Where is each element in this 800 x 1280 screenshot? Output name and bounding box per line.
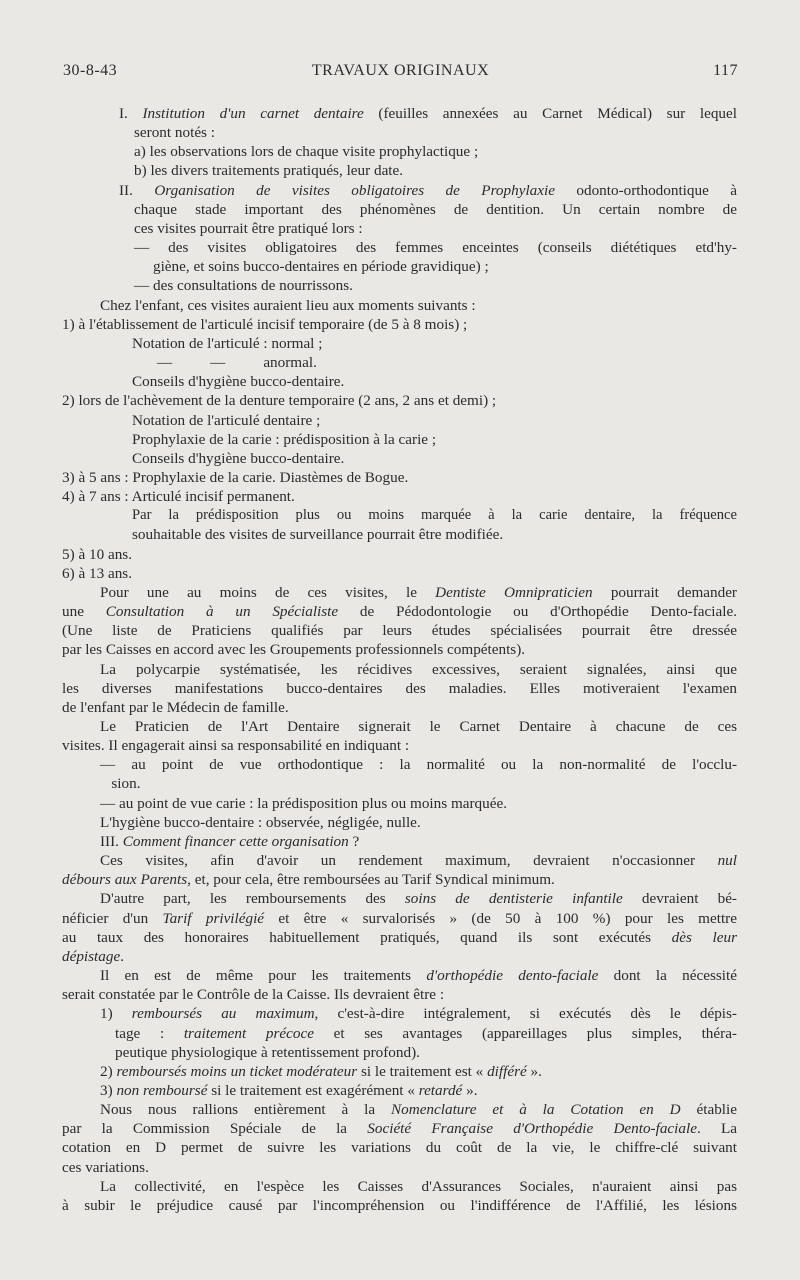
italic-text: débours aux Parents bbox=[62, 871, 188, 889]
text-line bbox=[62, 545, 737, 564]
text-line bbox=[62, 1081, 737, 1100]
header-title: TRAVAUX ORIGINAUX bbox=[311, 62, 490, 79]
text-run: sion. bbox=[100, 775, 141, 793]
text-run: tage : bbox=[115, 1024, 184, 1042]
text-run: cotation en D permet de suivre les variations du coût de la vie, le chiffre-clé suivant bbox=[62, 1139, 737, 1157]
text-run: giène, et soins bucco-dentaires en période gravidique) ; bbox=[134, 258, 489, 276]
text-run: (feuilles annexées au Carnet Médical) sur lequel bbox=[363, 105, 737, 122]
text-run: Notation de l'articulé dentaire ; bbox=[132, 411, 321, 429]
text-run: (Une liste de Praticiens qualifiés par leurs études spécialisées pourrait être dressée bbox=[62, 622, 737, 640]
text-run: 4) à 7 ans : Articulé incisif permanent. bbox=[62, 488, 295, 506]
text-line bbox=[62, 1158, 737, 1177]
text-run: b) les divers traitements pratiqués, leur date. bbox=[134, 162, 404, 180]
text-run: La polycarpie systématisée, les récidives excessives, seraient signalées, ainsi que bbox=[100, 660, 737, 678]
text-run: La collectivité, en l'espèce les Caisses d'Assurances Sociales, n'auraient ainsi pas bbox=[100, 1177, 737, 1195]
text-run: — au point de vue carie : la prédisposition plus ou moins marquée. bbox=[100, 794, 508, 812]
text-run: 5) à 10 ans. bbox=[62, 545, 133, 563]
text-run: serait constatée par le Contrôle de la Caisse. Ils devraient être : bbox=[62, 986, 445, 1004]
text-run: de l'enfant par le Médecin de famille. bbox=[62, 698, 289, 716]
text-line bbox=[62, 755, 737, 774]
italic-text: différé bbox=[487, 1062, 527, 1080]
text-run: I. bbox=[119, 105, 143, 122]
text-run: ) les observations lors de chaque visite prophylactique ; bbox=[140, 143, 479, 161]
text-run: si le traitement est exagérément « bbox=[207, 1081, 419, 1099]
text-run: dont la nécessité bbox=[598, 967, 737, 985]
text-line bbox=[62, 870, 737, 889]
text-line bbox=[62, 928, 737, 947]
text-run: une bbox=[62, 603, 106, 621]
text-run: D'autre part, les remboursements des bbox=[100, 890, 405, 908]
text-run: établie bbox=[680, 1101, 737, 1119]
text-line bbox=[62, 985, 737, 1004]
text-line bbox=[62, 640, 737, 659]
text-run: 3) bbox=[100, 1081, 117, 1099]
text-line bbox=[62, 1119, 737, 1138]
text-line bbox=[62, 1004, 737, 1023]
text-run: néficier d'un bbox=[62, 909, 163, 927]
text-line bbox=[62, 506, 737, 525]
text-run: 2) bbox=[100, 1062, 117, 1080]
italic-text: Comment financer cette organisation bbox=[122, 832, 349, 850]
text-run: , et, pour cela, être remboursées au Tarif Syndical minimum. bbox=[187, 871, 555, 889]
text-line bbox=[62, 698, 737, 717]
text-run: et ses avantages (appareillages plus simples, théra- bbox=[313, 1024, 737, 1042]
text-line bbox=[62, 621, 737, 640]
text-run: Ces visites, afin d'avoir un rendement maximum, devraient n'occasionner bbox=[100, 852, 718, 870]
text-run: L'hygiène bucco-dentaire : observée, négligée, nulle. bbox=[100, 813, 421, 831]
text-run: Nous nous rallions entièrement à la bbox=[100, 1101, 391, 1119]
text-line bbox=[62, 238, 737, 257]
text-line bbox=[62, 947, 737, 966]
text-run: — des visites obligatoires des femmes enceintes (conseils diététiques etd'hy- bbox=[134, 239, 737, 257]
text-run: . bbox=[120, 947, 125, 965]
text-line bbox=[62, 1043, 737, 1062]
italic-text: retardé bbox=[418, 1081, 463, 1099]
text-line bbox=[62, 353, 737, 372]
text-run: ». bbox=[526, 1062, 542, 1080]
text-line bbox=[62, 257, 737, 276]
text-run: peutique physiologique à retentissement profond). bbox=[115, 1043, 420, 1061]
header-date: 30-8-43 bbox=[63, 62, 118, 79]
text-line bbox=[62, 1062, 737, 1081]
text-run: au taux des honoraires habituellement pratiqués, quand ils sont exécutés bbox=[62, 928, 672, 946]
italic-text: traitement précoce bbox=[183, 1024, 314, 1042]
text-line bbox=[62, 181, 737, 200]
text-run: , c'est-à-dire intégralement, si exécutés dès le dépis- bbox=[314, 1005, 737, 1023]
text-run: souhaitable des visites de surveillance pourrait être modifiée. bbox=[132, 526, 504, 544]
italic-text: Tarif privilégié bbox=[162, 909, 265, 927]
text-line bbox=[62, 851, 737, 870]
text-line bbox=[62, 717, 737, 736]
italic-text: Société Française d'Orthopédie Dento-faciale bbox=[367, 1120, 697, 1138]
text-line bbox=[62, 525, 737, 544]
text-line bbox=[62, 334, 737, 353]
italic-text: Nomenclature et à la Cotation en D bbox=[391, 1101, 681, 1119]
text-run: par les Caisses en accord avec les Groupements professionnels compétents). bbox=[62, 641, 526, 659]
italic-text: dépistage bbox=[62, 947, 121, 965]
text-line bbox=[62, 161, 737, 180]
text-line bbox=[62, 1100, 737, 1119]
italic-text: non remboursé bbox=[116, 1081, 208, 1099]
text-run: 1) à l'établissement de l'articulé incisif temporaire (de 5 à 8 mois) ; bbox=[62, 315, 468, 333]
text-run: — au point de vue orthodontique : la normalité ou la non-normalité de l'occlu- bbox=[100, 756, 737, 774]
text-line bbox=[62, 794, 737, 813]
text-line bbox=[62, 104, 737, 123]
text-run: 6) à 13 ans. bbox=[62, 564, 133, 582]
text-run: seront notés : bbox=[134, 124, 215, 142]
text-line bbox=[62, 602, 737, 621]
text-line bbox=[62, 564, 737, 583]
text-run: devraient bé- bbox=[622, 890, 737, 908]
text-line bbox=[62, 296, 737, 315]
italic-text: Consultation à un Spécialiste bbox=[105, 603, 339, 621]
text-run: Conseils d'hygiène bucco-dentaire. bbox=[132, 373, 345, 391]
text-line bbox=[62, 430, 737, 449]
text-run: odonto-orthodontique à bbox=[554, 181, 737, 199]
text-line bbox=[62, 889, 737, 908]
text-run: Notation de l'articulé : normal ; bbox=[132, 334, 323, 352]
italic-text: soins de dentisterie infantile bbox=[404, 890, 623, 908]
text-line bbox=[62, 391, 737, 410]
italic-text: Organisation de visites obligatoires de Prophylaxie bbox=[154, 181, 555, 199]
italic-text: Dentiste Omnipraticien bbox=[435, 583, 593, 601]
italic-text: d'orthopédie dento-faciale bbox=[426, 967, 599, 985]
text-line bbox=[62, 123, 737, 142]
text-run: les diverses manifestations bucco-dentaires des maladies. Elles motiveraient l'examen bbox=[62, 679, 737, 697]
text-line bbox=[62, 1177, 737, 1196]
text-run: chaque stade important des phénomènes de dentition. Un certain nombre de bbox=[134, 200, 737, 218]
text-run: Prophylaxie de la carie : prédisposition à la carie ; bbox=[132, 430, 437, 448]
text-line bbox=[62, 1138, 737, 1157]
text-line bbox=[62, 142, 737, 161]
text-line bbox=[62, 411, 737, 430]
text-run: 3) à 5 ans : Prophylaxie de la carie. Diastèmes de Bogue. bbox=[62, 468, 409, 486]
text-line bbox=[62, 736, 737, 755]
text-run: visites. Il engagerait ainsi sa responsabilité en indiquant : bbox=[62, 737, 410, 755]
text-line bbox=[62, 449, 737, 468]
text-run: Il en est de même pour les traitements bbox=[100, 967, 427, 985]
text-line bbox=[62, 468, 737, 487]
italic-text: Institution d'un carnet dentaire bbox=[142, 105, 364, 122]
text-line bbox=[62, 1196, 737, 1215]
text-run: III. bbox=[100, 832, 123, 850]
text-run: 1) bbox=[100, 1005, 132, 1023]
text-run: ? bbox=[348, 832, 360, 850]
text-run: ces variations. bbox=[62, 1158, 149, 1176]
text-run: par la Commission Spéciale de la bbox=[62, 1120, 368, 1138]
text-run: Chez l'enfant, ces visites auraient lieu aux moments suivants : bbox=[100, 296, 476, 314]
text-run: — — anormal. bbox=[157, 354, 317, 372]
text-run: . La bbox=[696, 1120, 738, 1138]
text-line bbox=[62, 487, 737, 506]
italic-text: dès leur bbox=[671, 928, 737, 946]
text-run: II. bbox=[119, 181, 155, 199]
text-run: si le traitement est « bbox=[357, 1062, 488, 1080]
text-run: Le Praticien de l'Art Dentaire signerait le Carnet Dentaire à chacune de ces bbox=[100, 718, 737, 735]
text-run: et être « survalorisés » (de 50 à 100 %) pour les mettre bbox=[264, 909, 737, 927]
text-line bbox=[62, 660, 737, 679]
text-run: Pour une au moins de ces visites, le bbox=[100, 583, 436, 601]
text-run: de Pédodontologie ou d'Orthopédie Dento-faciale. bbox=[338, 603, 737, 621]
text-line bbox=[62, 276, 737, 295]
text-line bbox=[62, 583, 737, 602]
italic-text: remboursés moins un ticket modérateur bbox=[116, 1062, 358, 1080]
text-run: ces visites pourrait être pratiqué lors : bbox=[134, 219, 363, 237]
text-run: ». bbox=[462, 1081, 478, 1099]
text-run: pourrait demander bbox=[592, 583, 737, 601]
page-number: 117 bbox=[713, 62, 738, 79]
text-run: Par la prédisposition plus ou moins marquée à la carie dentaire, la fréquence bbox=[132, 507, 737, 524]
text-line bbox=[62, 219, 737, 238]
text-line bbox=[62, 372, 737, 391]
text-run: Conseils d'hygiène bucco-dentaire. bbox=[132, 449, 345, 467]
text-run: à subir le préjudice causé par l'incompréhension ou l'indifférence de l'Affilié, les lésions bbox=[62, 1196, 737, 1214]
text-line bbox=[62, 315, 737, 334]
text-line bbox=[62, 966, 737, 985]
text-line bbox=[62, 774, 737, 793]
text-line bbox=[62, 679, 737, 698]
text-line bbox=[62, 200, 737, 219]
text-run: a bbox=[134, 143, 141, 161]
italic-text: nul bbox=[717, 852, 737, 870]
article-body bbox=[62, 104, 737, 1215]
text-line bbox=[62, 832, 737, 851]
text-run: 2) lors de l'achèvement de la denture temporaire (2 ans, 2 ans et demi) ; bbox=[62, 392, 497, 410]
text-line bbox=[62, 1024, 737, 1043]
text-line bbox=[62, 909, 737, 928]
text-run: — des consultations de nourrissons. bbox=[134, 277, 353, 295]
text-line bbox=[62, 813, 737, 832]
italic-text: remboursés au maximum bbox=[131, 1005, 315, 1023]
